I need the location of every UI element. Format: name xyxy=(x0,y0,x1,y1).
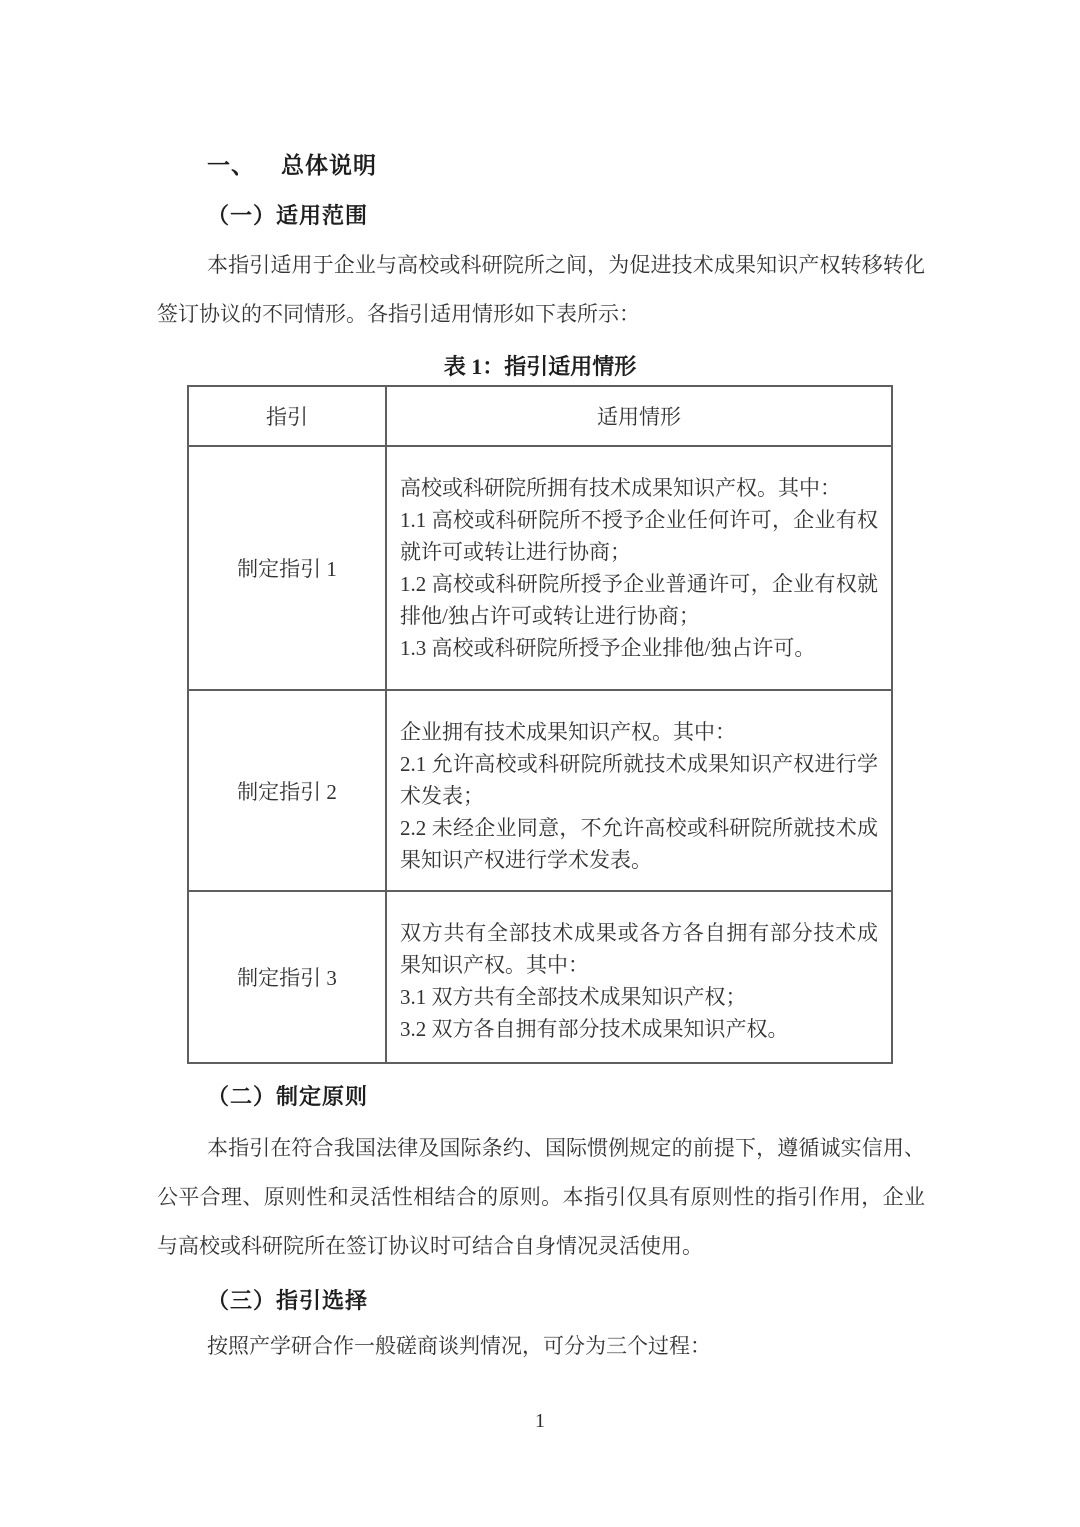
guide-3-situations xyxy=(386,891,892,1063)
guide-1-situations xyxy=(386,446,892,690)
document-content xyxy=(157,0,925,1371)
section-heading-overview xyxy=(207,152,925,180)
situation-line: 1.1 高校或科研院所不授予企业任何许可，企业有权就许可或转让进行协商； xyxy=(400,508,878,564)
situation-line: 企业拥有技术成果知识产权。其中： xyxy=(400,720,736,744)
column-header-guide: 指引 xyxy=(188,386,386,446)
guide-3-name: 制定指引 3 xyxy=(188,891,386,1063)
situation-line: 1.2 高校或科研院所授予企业普通许可，企业有权就排他/独占许可或转让进行协商； xyxy=(400,572,878,628)
situation-line: 双方共有全部技术成果或各方各自拥有部分技术成果知识产权。其中： xyxy=(400,921,878,977)
paragraph-principles: 本指引在符合我国法律及国际条约、国际惯例规定的前提下，遵循诚实信用、公平合理、原则性和灵活性相结合的原则。本指引仅具有原则性的指引作用，企业与高校或科研院所在签订协议时可结合自身情况灵活使用。 xyxy=(157,1136,925,1258)
subsection-heading-selection: （三）指引选择 xyxy=(207,1288,369,1313)
table-row-guide-1 xyxy=(188,446,892,690)
page-number: 1 xyxy=(535,1410,545,1432)
guide-1-name: 制定指引 1 xyxy=(188,446,386,690)
guide-2-situations xyxy=(386,690,892,891)
situation-line: 3.1 双方共有全部技术成果知识产权； xyxy=(400,985,747,1009)
column-header-situation: 适用情形 xyxy=(386,386,892,446)
table-row-guide-3 xyxy=(188,891,892,1063)
guide-applicability-table xyxy=(187,385,893,1064)
paragraph-selection: 按照产学研合作一般磋商谈判情况，可分为三个过程： xyxy=(207,1334,711,1358)
table-header-row xyxy=(188,386,892,446)
situation-line: 高校或科研院所拥有技术成果知识产权。其中： xyxy=(400,476,841,500)
guide-2-name: 制定指引 2 xyxy=(188,690,386,891)
section-number: 一、 xyxy=(207,153,255,178)
situation-line: 1.3 高校或科研院所授予企业排他/独占许可。 xyxy=(400,636,816,660)
situation-line: 3.2 双方各自拥有部分技术成果知识产权。 xyxy=(400,1017,789,1041)
paragraph-scope: 本指引适用于企业与高校或科研院所之间，为促进技术成果知识产权转移转化签订协议的不同情形。各指引适用情形如下表所示： xyxy=(157,253,925,326)
situation-line: 2.1 允许高校或科研院所就技术成果知识产权进行学术发表； xyxy=(400,752,878,808)
subsection-heading-principles: （二）制定原则 xyxy=(207,1084,369,1109)
table-caption: 表 1：指引适用情形 xyxy=(443,354,637,379)
table-row-guide-2 xyxy=(188,690,892,891)
section-title: 总体说明 xyxy=(281,153,377,178)
situation-line: 2.2 未经企业同意，不允许高校或科研院所就技术成果知识产权进行学术发表。 xyxy=(400,816,878,872)
subsection-heading-scope: （一）适用范围 xyxy=(207,203,369,228)
